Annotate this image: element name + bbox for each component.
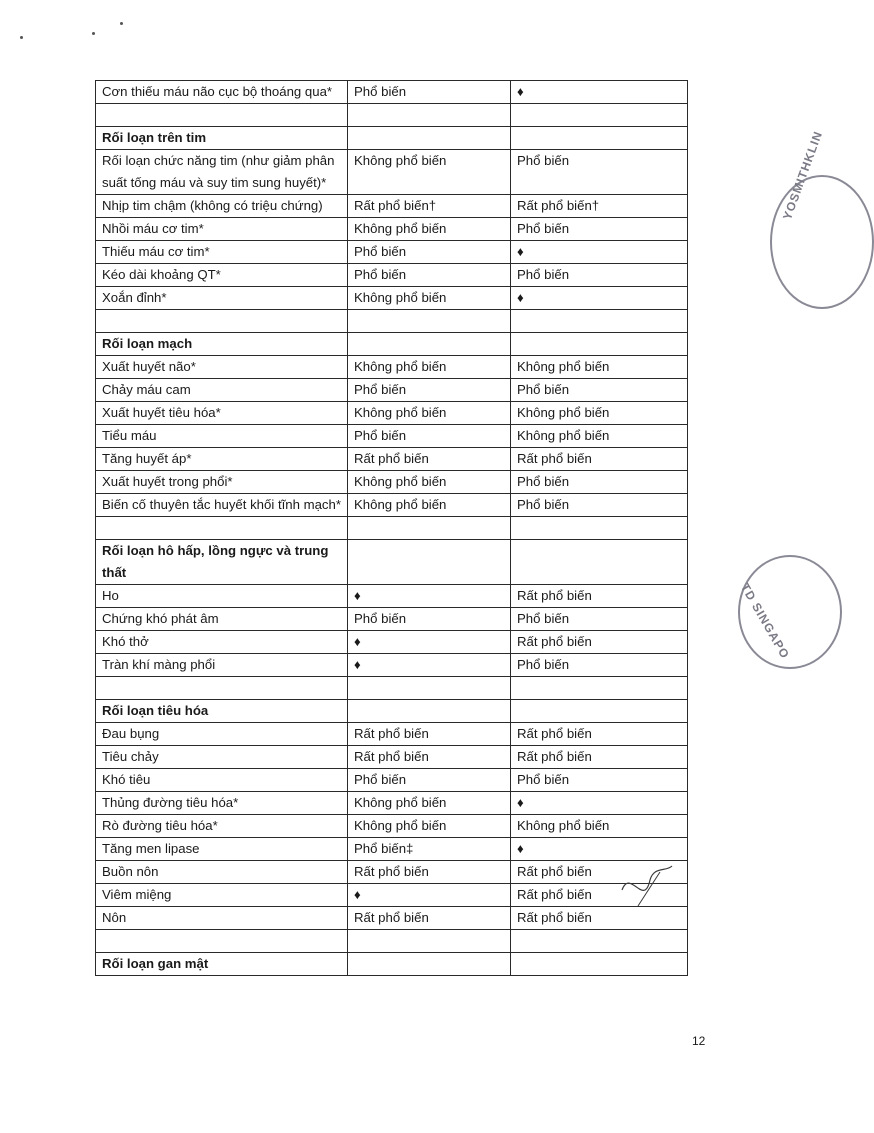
section-header-row bbox=[96, 953, 688, 976]
frequency-cell-col2: Phổ biến bbox=[348, 769, 511, 792]
reaction-cell: Viêm miệng bbox=[96, 884, 348, 907]
table-row bbox=[96, 425, 688, 448]
frequency-cell-col2 bbox=[348, 930, 511, 953]
frequency-cell-col3: Phổ biến bbox=[511, 608, 688, 631]
adverse-reactions-table bbox=[95, 80, 688, 976]
reaction-cell: Khó tiêu bbox=[96, 769, 348, 792]
frequency-cell-col2 bbox=[348, 333, 511, 356]
page-number: 12 bbox=[692, 1034, 706, 1048]
frequency-cell-col2: Không phổ biến bbox=[348, 471, 511, 494]
frequency-cell-col3 bbox=[511, 700, 688, 723]
table-row bbox=[96, 264, 688, 287]
reaction-cell: Kéo dài khoảng QT* bbox=[96, 264, 348, 287]
reaction-cell: Tràn khí màng phổi bbox=[96, 654, 348, 677]
frequency-cell-col2: ♦ bbox=[348, 631, 511, 654]
frequency-cell-col3: Rất phổ biến bbox=[511, 723, 688, 746]
scan-speck bbox=[92, 32, 95, 35]
frequency-cell-col3: Không phổ biến bbox=[511, 425, 688, 448]
frequency-cell-col2: Phổ biến bbox=[348, 425, 511, 448]
section-header-row bbox=[96, 540, 688, 585]
spacer-row bbox=[96, 517, 688, 540]
reaction-cell: Xuất huyết tiêu hóa* bbox=[96, 402, 348, 425]
table-row bbox=[96, 792, 688, 815]
table-row bbox=[96, 471, 688, 494]
company-stamp-middle bbox=[738, 555, 842, 669]
spacer-row bbox=[96, 677, 688, 700]
section-header-row bbox=[96, 700, 688, 723]
scan-speck bbox=[120, 22, 123, 25]
frequency-cell-col3: Không phổ biến bbox=[511, 356, 688, 379]
frequency-cell-col2: Không phổ biến bbox=[348, 792, 511, 815]
frequency-cell-col2: Rất phổ biến bbox=[348, 448, 511, 471]
frequency-cell-col3: Phổ biến bbox=[511, 654, 688, 677]
table-row bbox=[96, 241, 688, 264]
frequency-cell-col3: Rất phổ biến bbox=[511, 907, 688, 930]
frequency-cell-col3 bbox=[511, 677, 688, 700]
table-row bbox=[96, 815, 688, 838]
frequency-cell-col2: Rất phổ biến bbox=[348, 723, 511, 746]
frequency-cell-col2: Phổ biến bbox=[348, 379, 511, 402]
frequency-cell-col3: Rất phổ biến† bbox=[511, 195, 688, 218]
frequency-cell-col3 bbox=[511, 127, 688, 150]
frequency-cell-col3: ♦ bbox=[511, 241, 688, 264]
frequency-cell-col3: Rất phổ biến bbox=[511, 585, 688, 608]
frequency-cell-col3: Phổ biến bbox=[511, 769, 688, 792]
reaction-cell: Chảy máu cam bbox=[96, 379, 348, 402]
reaction-cell: Chứng khó phát âm bbox=[96, 608, 348, 631]
table-row bbox=[96, 402, 688, 425]
frequency-cell-col2 bbox=[348, 517, 511, 540]
frequency-cell-col2: Rất phổ biến† bbox=[348, 195, 511, 218]
section-title: Rối loạn tiêu hóa bbox=[96, 700, 348, 723]
frequency-cell-col2: Không phổ biến bbox=[348, 356, 511, 379]
frequency-cell-col3: ♦ bbox=[511, 792, 688, 815]
frequency-cell-col2: Rất phổ biến bbox=[348, 861, 511, 884]
frequency-cell-col3: Phổ biến bbox=[511, 379, 688, 402]
frequency-cell-col3 bbox=[511, 953, 688, 976]
frequency-cell-col3: Rất phổ biến bbox=[511, 631, 688, 654]
spacer-row bbox=[96, 930, 688, 953]
frequency-cell-col2 bbox=[348, 677, 511, 700]
section-header-row bbox=[96, 127, 688, 150]
table-row bbox=[96, 448, 688, 471]
frequency-cell-col2: ♦ bbox=[348, 654, 511, 677]
frequency-cell-col3: Phổ biến bbox=[511, 471, 688, 494]
table-row bbox=[96, 769, 688, 792]
section-header-row bbox=[96, 333, 688, 356]
frequency-cell-col2: Phổ biến bbox=[348, 608, 511, 631]
frequency-cell-col2 bbox=[348, 127, 511, 150]
reaction-cell bbox=[96, 310, 348, 333]
frequency-cell-col3: Không phổ biến bbox=[511, 402, 688, 425]
section-title: Rối loạn mạch bbox=[96, 333, 348, 356]
frequency-cell-col2 bbox=[348, 700, 511, 723]
frequency-cell-col3: Rất phổ biến bbox=[511, 448, 688, 471]
frequency-cell-col3 bbox=[511, 930, 688, 953]
reaction-cell: Cơn thiếu máu não cục bộ thoáng qua* bbox=[96, 81, 348, 104]
reaction-cell: Xuất huyết não* bbox=[96, 356, 348, 379]
table-row bbox=[96, 608, 688, 631]
table-row bbox=[96, 150, 688, 195]
reaction-cell: Thiếu máu cơ tim* bbox=[96, 241, 348, 264]
reaction-cell: Xoắn đỉnh* bbox=[96, 287, 348, 310]
scan-speck bbox=[20, 36, 23, 39]
table-row bbox=[96, 861, 688, 884]
frequency-cell-col3: ♦ bbox=[511, 287, 688, 310]
reaction-cell: Nhịp tim chậm (không có triệu chứng) bbox=[96, 195, 348, 218]
frequency-cell-col2: Rất phổ biến bbox=[348, 746, 511, 769]
signature-mark bbox=[610, 862, 680, 912]
frequency-cell-col3: Phổ biến bbox=[511, 264, 688, 287]
frequency-cell-col3 bbox=[511, 310, 688, 333]
frequency-cell-col2 bbox=[348, 953, 511, 976]
reaction-cell: Xuất huyết trong phổi* bbox=[96, 471, 348, 494]
frequency-cell-col3: Rất phổ biến bbox=[511, 861, 688, 884]
frequency-cell-col2: Không phổ biến bbox=[348, 815, 511, 838]
frequency-cell-col2: Phổ biến bbox=[348, 241, 511, 264]
reaction-cell: Tiêu chảy bbox=[96, 746, 348, 769]
spacer-row bbox=[96, 310, 688, 333]
reaction-cell: Khó thở bbox=[96, 631, 348, 654]
reaction-cell: Tăng men lipase bbox=[96, 838, 348, 861]
frequency-cell-col3: ♦ bbox=[511, 838, 688, 861]
reaction-cell: Ho bbox=[96, 585, 348, 608]
reaction-cell: Buồn nôn bbox=[96, 861, 348, 884]
frequency-cell-col2: Phổ biến bbox=[348, 81, 511, 104]
frequency-cell-col2: ♦ bbox=[348, 884, 511, 907]
table-row bbox=[96, 631, 688, 654]
company-stamp-top bbox=[770, 128, 874, 309]
frequency-cell-col2 bbox=[348, 310, 511, 333]
frequency-cell-col2: Không phổ biến bbox=[348, 150, 511, 195]
frequency-cell-col3 bbox=[511, 104, 688, 127]
reaction-cell: Nôn bbox=[96, 907, 348, 930]
frequency-cell-col3: Phổ biến bbox=[511, 494, 688, 517]
table-row bbox=[96, 218, 688, 241]
table-row bbox=[96, 379, 688, 402]
reaction-cell bbox=[96, 930, 348, 953]
reaction-cell bbox=[96, 104, 348, 127]
section-title: Rối loạn gan mật bbox=[96, 953, 348, 976]
table-row bbox=[96, 723, 688, 746]
reaction-cell: Rò đường tiêu hóa* bbox=[96, 815, 348, 838]
frequency-cell-col3: Rất phổ biến bbox=[511, 746, 688, 769]
table-row bbox=[96, 287, 688, 310]
table-row bbox=[96, 195, 688, 218]
reaction-cell bbox=[96, 517, 348, 540]
frequency-cell-col3 bbox=[511, 517, 688, 540]
frequency-cell-col2: Không phổ biến bbox=[348, 402, 511, 425]
spacer-row bbox=[96, 104, 688, 127]
frequency-cell-col3: ♦ bbox=[511, 81, 688, 104]
frequency-cell-col2: Không phổ biến bbox=[348, 287, 511, 310]
frequency-cell-col2: Phổ biến bbox=[348, 264, 511, 287]
reaction-cell: Đau bụng bbox=[96, 723, 348, 746]
frequency-cell-col3: Không phổ biến bbox=[511, 815, 688, 838]
reaction-cell: Tiểu máu bbox=[96, 425, 348, 448]
reaction-cell: Nhồi máu cơ tim* bbox=[96, 218, 348, 241]
reaction-cell: Biến cố thuyên tắc huyết khối tĩnh mạch* bbox=[96, 494, 348, 517]
reaction-cell: Tăng huyết áp* bbox=[96, 448, 348, 471]
table-row bbox=[96, 838, 688, 861]
reaction-cell: Rối loạn chức năng tim (như giảm phân suất tống máu và suy tim sung huyết)* bbox=[96, 150, 348, 195]
table-row bbox=[96, 81, 688, 104]
frequency-cell-col3 bbox=[511, 540, 688, 585]
table-row bbox=[96, 585, 688, 608]
frequency-cell-col2: Rất phổ biến bbox=[348, 907, 511, 930]
section-title: Rối loạn trên tim bbox=[96, 127, 348, 150]
table-row bbox=[96, 746, 688, 769]
frequency-cell-col2 bbox=[348, 540, 511, 585]
table-row bbox=[96, 884, 688, 907]
frequency-cell-col2: Không phổ biến bbox=[348, 494, 511, 517]
reaction-cell: Thủng đường tiêu hóa* bbox=[96, 792, 348, 815]
table-row bbox=[96, 907, 688, 930]
frequency-cell-col2 bbox=[348, 104, 511, 127]
table-row bbox=[96, 356, 688, 379]
table-row bbox=[96, 494, 688, 517]
frequency-cell-col2: Phổ biến‡ bbox=[348, 838, 511, 861]
company-stamp-middle-text: TD SINGAPO bbox=[737, 581, 793, 662]
frequency-cell-col3: Phổ biến bbox=[511, 150, 688, 195]
adverse-reactions-table-body bbox=[96, 81, 688, 976]
table-row bbox=[96, 654, 688, 677]
frequency-cell-col3: Phổ biến bbox=[511, 218, 688, 241]
frequency-cell-col3: Rất phổ biến bbox=[511, 884, 688, 907]
frequency-cell-col2: Không phổ biến bbox=[348, 218, 511, 241]
section-title: Rối loạn hô hấp, lồng ngực và trung thất bbox=[96, 540, 348, 585]
frequency-cell-col2: ♦ bbox=[348, 585, 511, 608]
company-stamp-top-text: YOSMITHKLIN bbox=[780, 128, 826, 222]
frequency-cell-col3 bbox=[511, 333, 688, 356]
reaction-cell bbox=[96, 677, 348, 700]
